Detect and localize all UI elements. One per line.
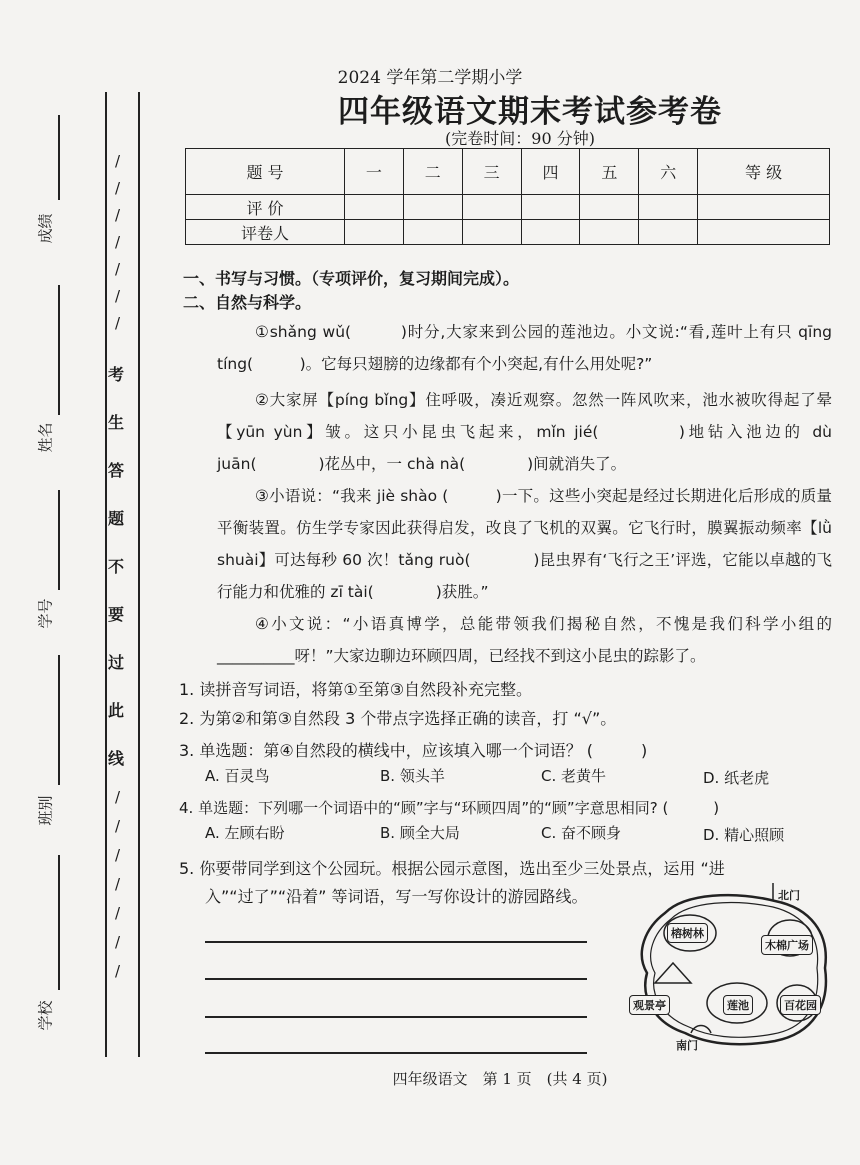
class-underline (58, 655, 60, 785)
question-4: 4. 单选题：下列哪一个词语中的“顾”字与“环顾四周”的“顾”字意思相同? ( ) (179, 799, 720, 817)
table-cell[interactable] (639, 195, 698, 220)
answer-line[interactable] (205, 978, 587, 980)
table-cell[interactable] (698, 220, 830, 245)
q3-option-b[interactable]: B. 领头羊 (380, 767, 445, 785)
exam-term-line: 2024 学年第二学期小学 (337, 68, 523, 88)
map-lotus-pond: 莲池 (723, 995, 753, 1015)
slash-mark: / (115, 788, 121, 806)
page-footer: 四年级语文 第 1 页 (共 4 页) (392, 1070, 608, 1088)
number-label: 学号 (36, 598, 55, 629)
map-banyan-forest: 榕树林 (667, 923, 708, 943)
q3-option-a[interactable]: A. 百灵鸟 (205, 767, 270, 785)
table-header-grader: 评卷人 (186, 220, 345, 245)
table-col-1: 一 (345, 149, 404, 195)
table-cell[interactable] (403, 220, 462, 245)
table-col-2: 二 (403, 149, 462, 195)
table-header-evaluation: 评 价 (186, 195, 345, 220)
table-col-5: 五 (580, 149, 639, 195)
table-col-grade: 等 级 (698, 149, 830, 195)
park-map-outline (625, 883, 835, 1053)
slash-mark: / (115, 846, 121, 864)
slash-mark: / (115, 962, 121, 980)
slash-mark: / (115, 179, 121, 197)
table-cell[interactable] (580, 220, 639, 245)
table-cell[interactable] (462, 220, 521, 245)
map-flower-garden: 百花园 (780, 995, 821, 1015)
passage-paragraph-3: ③小语说：“我来 jiè shào ( )一下。这些小突起是经过长期进化后形成的质量平衡装置。仿生学专家因此获得启发，改良了飞机的双翼。它飞行时，膜翼振动频率【lǜ shuài】可达每秒 60 次！tǎng ruò( )昆虫界有‘飞行之王’评选，它能以卓越的飞行能力和优雅的 zī tài( )获胜。” (217, 487, 832, 601)
warning-char: 考 (108, 365, 125, 384)
slash-mark: / (115, 287, 121, 305)
table-cell[interactable] (345, 220, 404, 245)
answer-line[interactable] (205, 1016, 587, 1018)
warning-char: 此 (108, 701, 125, 720)
name-underline (58, 285, 60, 415)
section-2-heading: 二、自然与科学。 (183, 293, 312, 312)
section-1-heading: 一、书写与习惯。（专项评价，复习期间完成）。 (183, 269, 520, 288)
slash-mark: / (115, 933, 121, 951)
table-cell[interactable] (403, 195, 462, 220)
question-3: 3. 单选题：第④自然段的横线中，应该填入哪一个词语？ ( ) (179, 741, 648, 760)
slash-mark: / (115, 152, 121, 170)
cut-line-outer (105, 92, 107, 1057)
q4-option-c[interactable]: C. 奋不顾身 (541, 824, 622, 842)
answer-line[interactable] (205, 1052, 587, 1054)
table-cell[interactable] (698, 195, 830, 220)
question-5-line-2: 入”“过了”“沿着” 等词语，写一写你设计的游园路线。 (205, 887, 588, 906)
table-cell[interactable] (580, 195, 639, 220)
name-label: 姓名 (36, 422, 55, 453)
school-label: 学校 (36, 1000, 55, 1031)
slash-mark: / (115, 260, 121, 278)
q4-option-a[interactable]: A. 左顾右盼 (205, 824, 285, 842)
slash-mark: / (115, 875, 121, 893)
question-1: 1. 读拼音写词语，将第①至第③自然段补充完整。 (179, 680, 533, 699)
q3-option-c[interactable]: C. 老黄牛 (541, 767, 607, 785)
table-col-4: 四 (521, 149, 580, 195)
warning-char: 题 (108, 509, 125, 528)
school-underline (58, 855, 60, 990)
slash-mark: / (115, 817, 121, 835)
map-viewing-pavilion: 观景亭 (629, 995, 670, 1015)
time-note: (完卷时间：90 分钟) (445, 129, 595, 148)
map-kapok-square: 木棉广场 (761, 935, 813, 955)
slash-mark: / (115, 904, 121, 922)
q3-option-d[interactable]: D. 纸老虎 (703, 769, 770, 787)
table-cell[interactable] (521, 195, 580, 220)
cut-line-inner (138, 92, 140, 1057)
passage-paragraph-4: ④小文说：“小语真博学，总能带领我们揭秘自然，不愧是我们科学小组的__________呀！”大家边聊边环顾四周，已经找不到这小昆虫的踪影了。 (217, 615, 832, 665)
q4-option-b[interactable]: B. 顾全大局 (380, 824, 460, 842)
passage-paragraph-1: ①shǎng wǔ( )时分,大家来到公园的莲池边。小文说:“看,莲叶上有只 qīng tíng( )。它每只翅膀的边缘都有个小突起,有什么用处呢?” (217, 323, 832, 373)
page-title: 四年级语文期末考试参考卷 (338, 94, 722, 130)
answer-line[interactable] (205, 941, 587, 943)
table-cell[interactable] (345, 195, 404, 220)
table-cell[interactable] (521, 220, 580, 245)
passage-paragraph-2: ②大家屏【píng bǐng】住呼吸，凑近观察。忽然一阵风吹来，池水被吹得起了晕【yūn yùn】皱。这只小昆虫飞起来，mǐn jié( )地钻入池边的 dù juān( )花丛中，一 chà nà( )间就消失了。 (217, 391, 832, 473)
question-5-line-1: 5. 你要带同学到这个公园玩。根据公园示意图，选出至少三处景点，运用 “进 (179, 859, 725, 878)
table-header-question-no: 题 号 (186, 149, 345, 195)
warning-char: 线 (108, 749, 125, 768)
q4-option-d[interactable]: D. 精心照顾 (703, 826, 785, 844)
map-south-gate: 南门 (676, 1039, 698, 1052)
score-label: 成绩 (36, 213, 55, 244)
slash-mark: / (115, 314, 121, 332)
table-cell[interactable] (639, 220, 698, 245)
warning-char: 不 (108, 557, 125, 576)
class-label: 班别 (36, 795, 55, 826)
question-2: 2. 为第②和第③自然段 3 个带点字选择正确的读音，打 “√”。 (179, 709, 617, 728)
slash-mark: / (115, 233, 121, 251)
park-map (625, 883, 835, 1053)
warning-char: 过 (108, 653, 125, 672)
map-north-gate: 北门 (778, 889, 800, 902)
number-underline (58, 490, 60, 590)
table-cell[interactable] (462, 195, 521, 220)
slash-mark: / (115, 206, 121, 224)
warning-char: 要 (108, 605, 125, 624)
warning-char: 生 (108, 413, 125, 432)
table-col-3: 三 (462, 149, 521, 195)
table-col-6: 六 (639, 149, 698, 195)
score-table (185, 148, 830, 245)
warning-char: 答 (108, 461, 125, 480)
